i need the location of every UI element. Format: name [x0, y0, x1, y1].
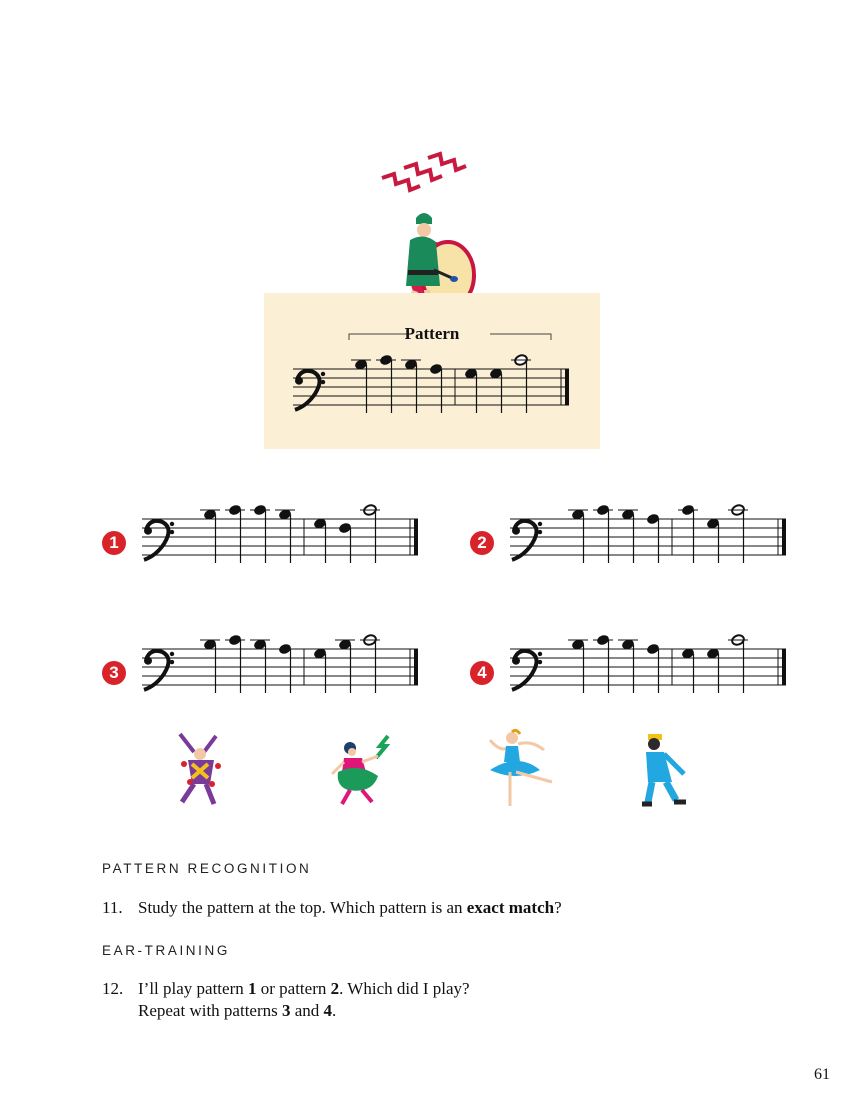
bass-clef-icon	[144, 521, 174, 560]
pattern-recognition-heading: PATTERN RECOGNITION	[102, 861, 312, 876]
ear-training-heading: EAR-TRAINING	[102, 943, 230, 958]
quarter-note	[250, 504, 270, 563]
question-text: I’ll play pattern	[138, 979, 248, 998]
question-11	[102, 898, 562, 918]
half-note	[728, 504, 748, 563]
quarter-note	[225, 504, 245, 563]
exercise-badge-4: 4	[470, 661, 494, 685]
question-emphasis: 1	[248, 979, 257, 998]
question-text: Study the pattern at the top. Which pattern is an	[138, 898, 467, 917]
question-text: or pattern	[256, 979, 331, 998]
quarter-note	[376, 354, 396, 413]
quarter-note	[593, 504, 613, 563]
quarter-note	[338, 522, 352, 563]
question-number: 12.	[102, 979, 124, 998]
staff-lines	[510, 649, 786, 685]
bass-clef-icon	[512, 521, 542, 560]
exercise-staff-3	[142, 625, 422, 695]
quarter-note	[706, 517, 720, 563]
quarter-note	[593, 634, 613, 693]
bass-clef-icon	[144, 651, 174, 690]
question-12	[102, 979, 470, 1021]
pattern-label: Pattern	[404, 324, 460, 343]
question-text: . Which did I play?	[339, 979, 470, 998]
half-note	[728, 634, 748, 693]
jester-figure	[170, 730, 230, 808]
bass-clef-icon	[512, 651, 542, 690]
staff-lines	[510, 519, 786, 555]
quarter-note	[313, 517, 327, 563]
sound-zigzag-icon	[382, 154, 466, 190]
quarter-note	[464, 367, 478, 413]
staff-lines	[293, 369, 569, 405]
question-text-end: ?	[554, 898, 562, 917]
quarter-note	[706, 647, 720, 693]
exercise-staff-1	[142, 495, 422, 565]
question-emphasis: 2	[330, 979, 340, 998]
half-note	[511, 354, 531, 413]
bass-clef-icon	[295, 371, 325, 410]
question-text: .	[332, 1001, 337, 1020]
question-text: and	[290, 1001, 324, 1020]
question-number: 11.	[102, 898, 123, 917]
exercise-badge-3: 3	[102, 661, 126, 685]
exercise-badge-1: 1	[102, 531, 126, 555]
quarter-note	[681, 647, 695, 693]
dancing-girl-figure	[328, 732, 398, 808]
quarter-note	[225, 634, 245, 693]
quarter-note	[678, 504, 698, 563]
worker-figure	[636, 730, 696, 810]
pattern-staff	[293, 345, 573, 415]
question-text: Repeat with patterns	[138, 1001, 282, 1020]
half-note	[360, 504, 380, 563]
quarter-note	[313, 647, 327, 693]
question-line-2	[102, 1001, 470, 1021]
question-emphasis: exact match	[466, 898, 555, 917]
staff-lines	[142, 649, 418, 685]
page-number: 61	[814, 1066, 830, 1083]
half-note	[360, 634, 380, 693]
exercise-staff-2	[510, 495, 790, 565]
ballerina-figure	[486, 730, 558, 810]
exercise-badge-2: 2	[470, 531, 494, 555]
staff-lines	[142, 519, 418, 555]
question-emphasis: 4	[323, 1001, 333, 1020]
question-emphasis: 3	[282, 1001, 291, 1020]
exercise-staff-4	[510, 625, 790, 695]
quarter-note	[489, 367, 503, 413]
